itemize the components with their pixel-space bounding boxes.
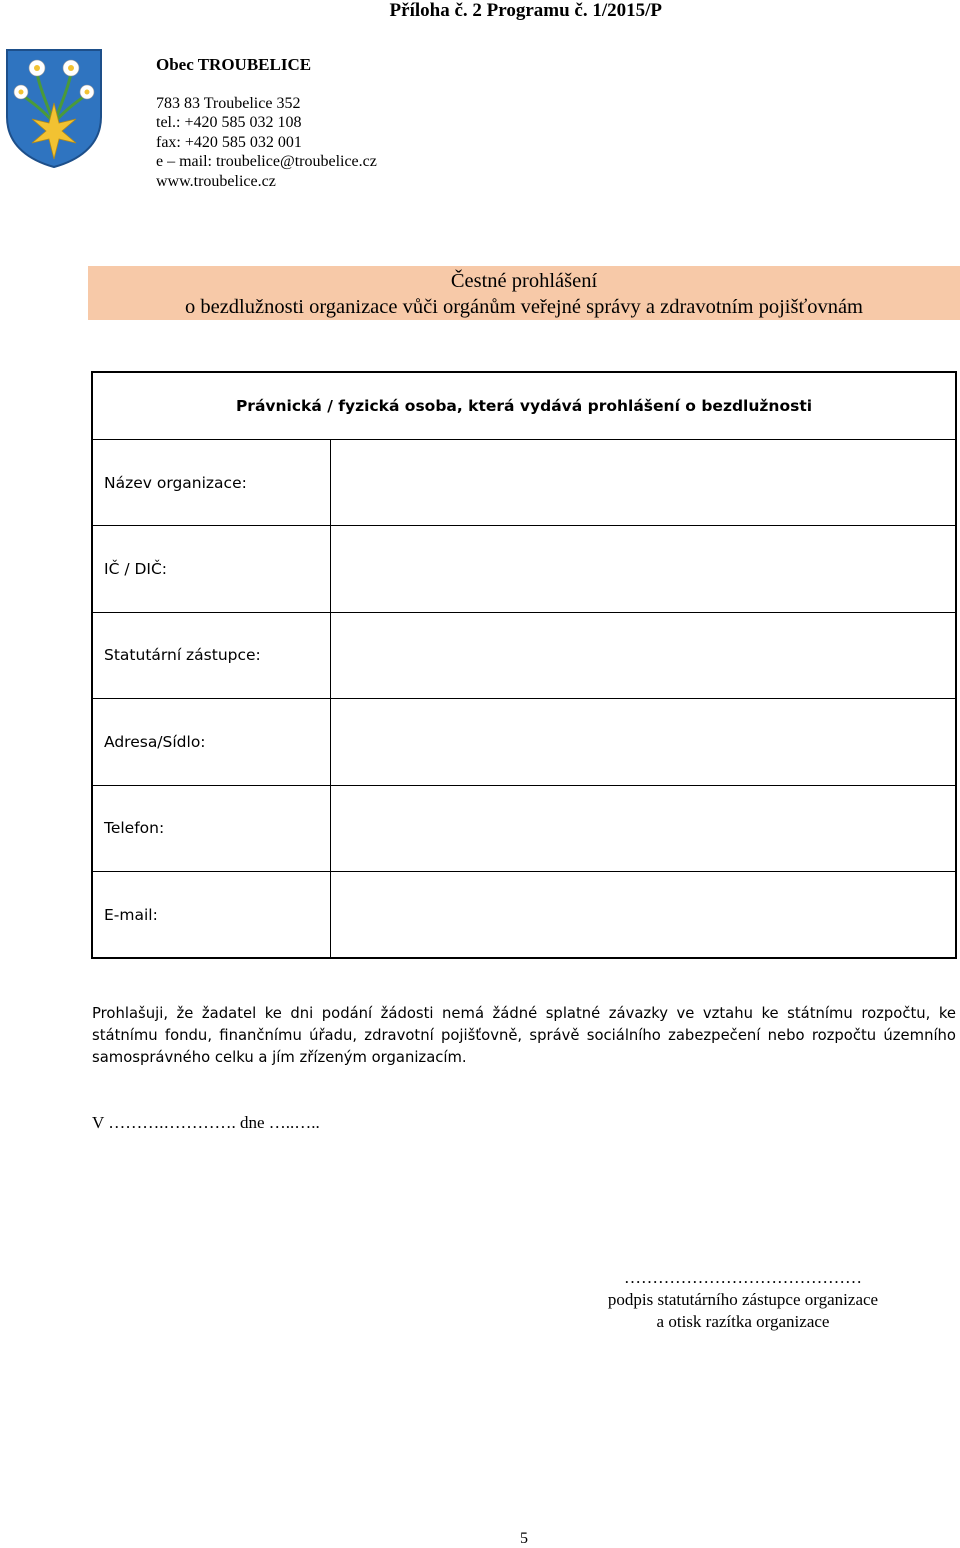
title-line-2: o bezdlužnosti organizace vůči orgánům veřejné správy a zdravotním pojišťovnám bbox=[184, 296, 864, 318]
field-label: Telefon: bbox=[93, 786, 331, 871]
municipality-website: www.troubelice.cz bbox=[156, 172, 276, 190]
field-label: IČ / DIČ: bbox=[93, 526, 331, 611]
field-label: Název organizace: bbox=[93, 440, 331, 525]
municipality-phone: tel.: +420 585 032 108 bbox=[156, 114, 302, 131]
statutory-representative-field[interactable] bbox=[331, 613, 955, 698]
email-field[interactable] bbox=[331, 872, 955, 958]
signature-dots: …………………………………… bbox=[624, 1268, 862, 1287]
form-row-phone bbox=[93, 786, 955, 872]
field-label: Adresa/Sídlo: bbox=[93, 699, 331, 784]
ico-dic-field[interactable] bbox=[331, 526, 955, 611]
form-row-ico-dic bbox=[93, 526, 955, 612]
declarant-form bbox=[91, 371, 957, 959]
form-row-organization-name bbox=[93, 440, 955, 526]
signature-caption-2: a otisk razítka organizace bbox=[656, 1312, 830, 1331]
signature-block bbox=[588, 1267, 898, 1333]
municipality-email: e – mail: troubelice@troubelice.cz bbox=[156, 153, 377, 170]
form-row-statutory-representative bbox=[93, 613, 955, 699]
form-row-address bbox=[93, 699, 955, 785]
form-heading: Právnická / fyzická osoba, která vydává prohlášení o bezdlužnosti bbox=[93, 373, 955, 440]
municipality-contact-block bbox=[156, 55, 377, 191]
field-label: Statutární zástupce: bbox=[93, 613, 331, 698]
title-line-1: Čestné prohlášení bbox=[450, 270, 598, 292]
organization-name-field[interactable] bbox=[331, 440, 955, 525]
municipal-crest-icon bbox=[4, 47, 104, 169]
address-field[interactable] bbox=[331, 699, 955, 784]
page-number: 5 bbox=[520, 1530, 528, 1547]
municipality-name: Obec TROUBELICE bbox=[156, 55, 312, 74]
annex-label: Příloha č. 2 Programu č. 1/2015/P bbox=[389, 0, 662, 21]
phone-field[interactable] bbox=[331, 786, 955, 871]
document-title bbox=[88, 266, 960, 320]
place-and-date-line: V ……….…………. dne …..….. bbox=[92, 1113, 320, 1132]
signature-caption-1: podpis statutárního zástupce organizace bbox=[607, 1290, 879, 1309]
municipality-fax: fax: +420 585 032 001 bbox=[156, 133, 302, 151]
municipality-address: 783 83 Troubelice 352 bbox=[156, 94, 301, 112]
declaration-text: Prohlašuji, že žadatel ke dni podání žádosti nemá žádné splatné závazky ve vztahu ke státnímu rozpočtu, ke státnímu fondu, finančnímu úřadu, zdravotní pojišťovně, správě sociálního zabezpečení nebo rozpočtu územního samosprávného celku a jím zřízeným organizacím. bbox=[92, 1005, 956, 1066]
form-row-email bbox=[93, 872, 955, 958]
field-label: E-mail: bbox=[93, 872, 331, 958]
